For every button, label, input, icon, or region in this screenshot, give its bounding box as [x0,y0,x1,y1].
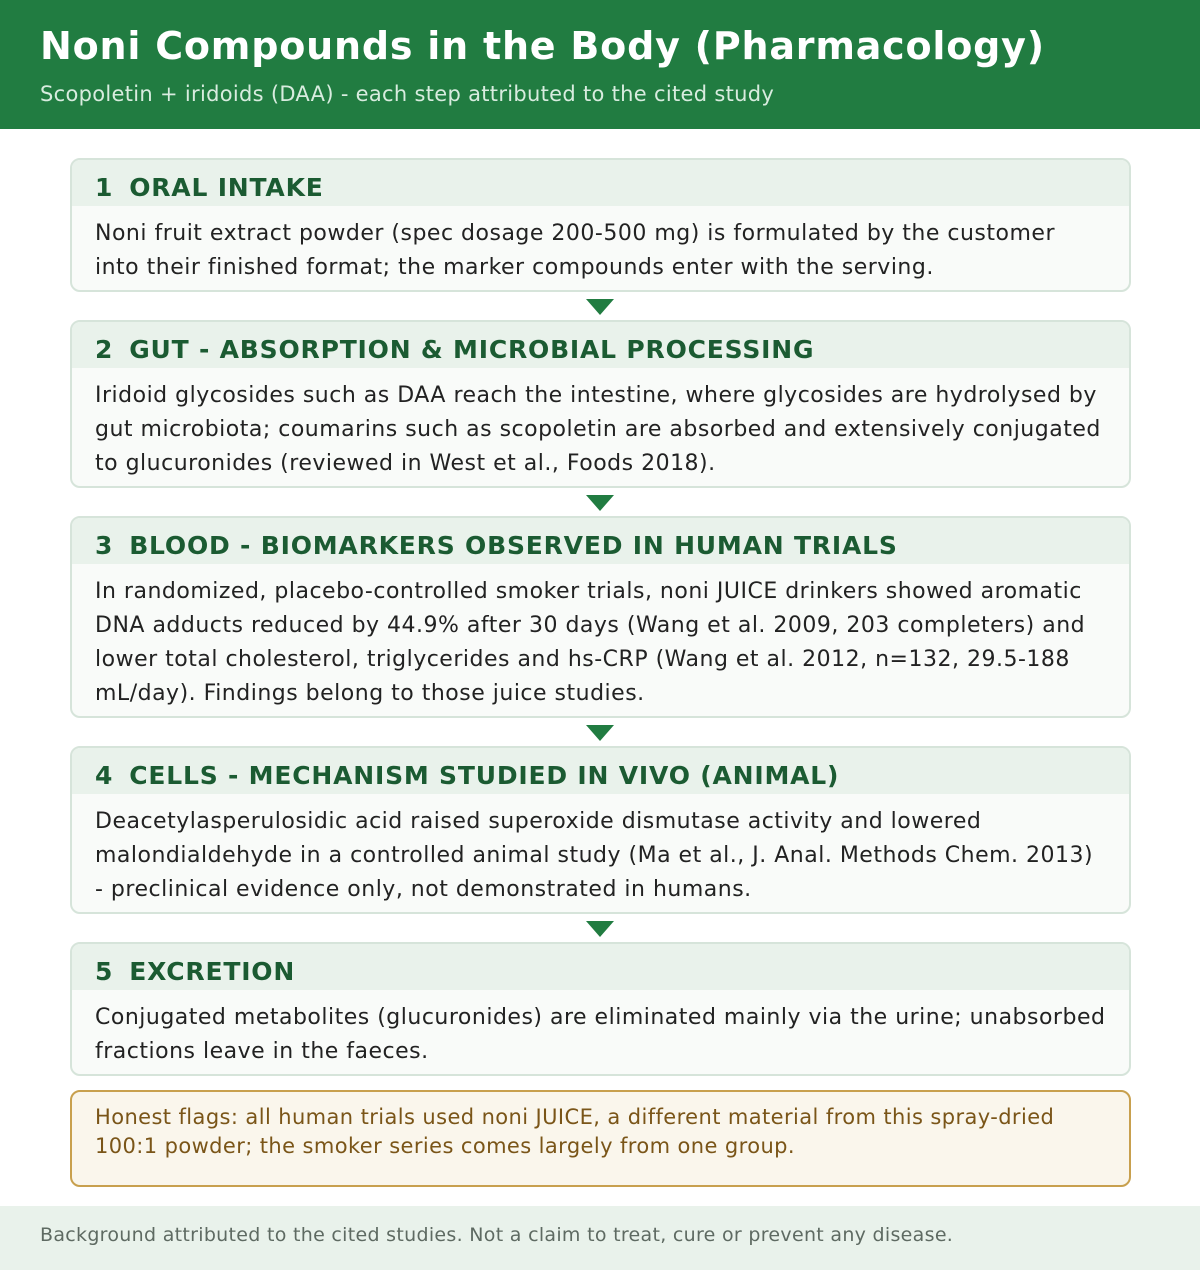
step-header [72,944,1129,990]
step-header [72,322,1129,368]
page-footer [0,1206,1200,1270]
step-title: GUT - ABSORPTION & MICROBIAL PROCESSING [129,334,815,364]
step-header [72,518,1129,564]
disclaimer-text: Background attributed to the cited studies. Not a claim to treat, cure or prevent any disease. [40,1224,954,1246]
step-number: 3 [95,530,114,560]
honest-flags-text: Honest flags: all human trials used noni JUICE, a different material from this spray-dried 100:1 powder; the smoker series comes largely from one group. [95,1105,1055,1158]
step-card-gut [70,320,1131,488]
step-number: 5 [95,956,114,986]
step-card-oral-intake [70,158,1131,292]
page-title: Noni Compounds in the Body (Pharmacology) [40,24,1045,68]
flow-arrow-down-icon [586,299,614,315]
step-number: 1 [95,172,114,202]
step-card-excretion [70,942,1131,1076]
step-title: CELLS - MECHANISM STUDIED IN VIVO (ANIMAL) [129,760,840,790]
step-description: Conjugated metabolites (glucuronides) are eliminated mainly via the urine; unabsorbed fractions leave in the faeces. [95,1005,1106,1064]
step-title: EXCRETION [129,956,296,986]
step-number: 2 [95,334,114,364]
step-card-cells [70,746,1131,914]
step-title: ORAL INTAKE [129,172,324,202]
flow-arrow-down-icon [586,725,614,741]
page-header [0,0,1200,129]
step-number: 4 [95,760,114,790]
step-title: BLOOD - BIOMARKERS OBSERVED IN HUMAN TRIALS [129,530,898,560]
page-subtitle: Scopoletin + iridoids (DAA) - each step attributed to the cited study [40,82,775,106]
step-description: Noni fruit extract powder (spec dosage 200-500 mg) is formulated by the customer into their finished format; the marker compounds enter with the serving. [95,221,1055,280]
flow-arrow-down-icon [586,495,614,511]
step-description: Deacetylasperulosidic acid raised superoxide dismutase activity and lowered malondialdehyde in a controlled animal study (Ma et al., J. Anal. Methods Chem. 2013) - preclinical evidence only, not demonstrated in humans. [95,809,1094,902]
step-header [72,160,1129,206]
step-header [72,748,1129,794]
step-description: In randomized, placebo-controlled smoker trials, noni JUICE drinkers showed aromatic DNA adducts reduced by 44.9% after 30 days (Wang et al. 2009, 203 completers) and lower total cholesterol, triglycerides and hs-CRP (Wang et al. 2012, n=132, 29.5-188 mL/day). Findings belong to those juice studies. [95,579,1086,706]
flow-arrow-down-icon [586,921,614,937]
honest-flags-box [70,1090,1131,1187]
step-description: Iridoid glycosides such as DAA reach the intestine, where glycosides are hydrolysed by gut microbiota; coumarins such as scopoletin are absorbed and extensively conjugated to glucuronides (reviewed in West et al., Foods 2018). [95,383,1101,476]
step-card-blood [70,516,1131,718]
